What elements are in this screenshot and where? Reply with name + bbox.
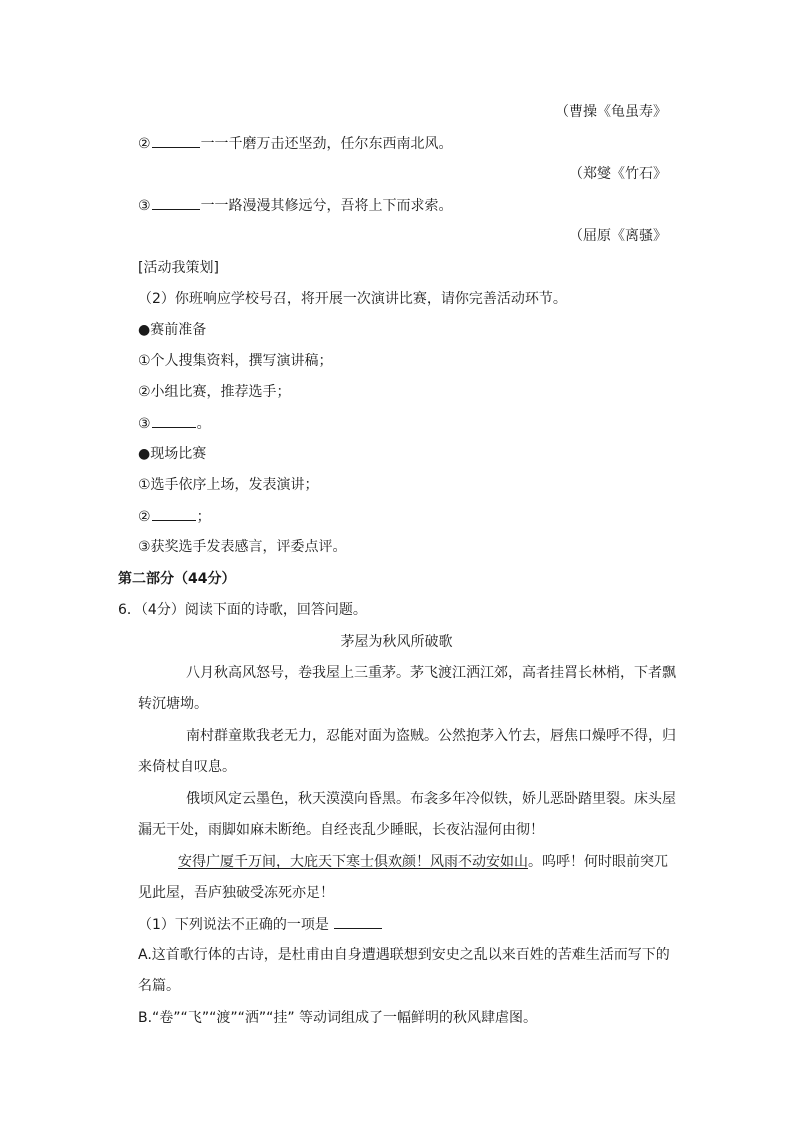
answer-blank[interactable] [152,413,196,428]
item-text: 一一路漫漫其修远兮，吾将上下而求索。 [200,198,453,214]
poem-stanza-2-line-2: 来倚杖自叹息。 [138,759,236,775]
verse-continuation: 。呜呼！何时眼前突兀 [528,854,668,870]
answer-blank[interactable] [152,133,200,148]
live-step-2 [138,506,211,527]
attribution-zhushi: （郑燮《竹石》 [569,166,667,182]
live-match-heading: ●现场比赛 [138,446,207,462]
poem-stanza-4-line-1 [178,852,668,872]
pre-step-3 [138,413,211,434]
part-two-heading: 第二部分（44分） [118,571,236,587]
answer-blank[interactable] [152,195,200,210]
option-a-line-1: A.这首歌行体的古诗，是杜甫由自身遭遇联想到安史之乱以来百姓的苦难生活而写下的 [138,947,670,963]
option-b: B.“卷”“飞”“渡”“洒”“挂” 等动词组成了一幅鲜明的秋风肆虐图。 [138,1010,538,1026]
live-step-1: ①选手依序上场，发表演讲； [138,477,319,493]
option-a-line-2: 名篇。 [138,978,180,994]
poem-stanza-2-line-1: 南村群童欺我老无力，忍能对面为盗贼。公然抱茅入竹去，唇焦口燥呼不得，归 [186,728,676,744]
poem-stanza-3-line-2: 漏无干处，雨脚如麻未断绝。自经丧乱少睡眠，长夜沾湿何由彻！ [138,822,544,838]
answer-blank[interactable] [152,506,196,521]
underlined-verse: 安得广厦千万间，大庇天下寒士俱欢颜！风雨不动安如山 [178,854,528,870]
pre-step-2: ②小组比赛，推荐选手； [138,384,291,400]
poem-stanza-1-line-1: 八月秋高风怒号，卷我屋上三重茅。茅飞渡江洒江郊，高者挂罥长林梢，下者飘 [186,665,676,681]
item-number: ③ [138,416,151,432]
pre-step-1: ①个人搜集资料，撰写演讲稿； [138,353,333,369]
item-number: ② [138,509,151,525]
poem-stanza-3-line-1: 俄顷风定云墨色，秋天漠漠向昏黑。布衾多年冷似铁，娇儿恶卧踏里裂。床头屋 [186,791,676,807]
item-text: 一一千磨万击还坚劲，任尔东西南北风。 [200,136,453,152]
punctuation: ； [196,509,211,525]
sub-question-text: （1）下列说法不正确的一项是 [138,917,329,933]
question-6: 6．（4分）阅读下面的诗歌，回答问题。 [118,602,367,618]
answer-blank[interactable] [334,914,382,929]
poem-stanza-1-line-2: 转沉塘坳。 [138,696,208,712]
sub-question-1 [138,914,383,935]
fill-item-2 [138,133,453,154]
punctuation: 。 [196,416,211,432]
pre-match-heading: ●赛前准备 [138,322,207,338]
activity-question: （2）你班响应学校号召，将开展一次演讲比赛，请你完善活动环节。 [138,291,567,307]
item-number: ③ [138,198,151,214]
fill-item-3 [138,195,453,216]
poem-stanza-4-line-2: 见此屋，吾庐独破受冻死亦足！ [138,885,334,901]
activity-heading: [活动我策划] [138,260,219,276]
item-number: ② [138,136,151,152]
attribution-lisao: （屈原《离骚》 [569,228,667,244]
attribution-guisuishou: （曹操《龟虽寿》 [555,104,667,120]
poem-title: 茅屋为秋风所破歌 [340,634,453,650]
live-step-3: ③获奖选手发表感言，评委点评。 [138,539,347,555]
